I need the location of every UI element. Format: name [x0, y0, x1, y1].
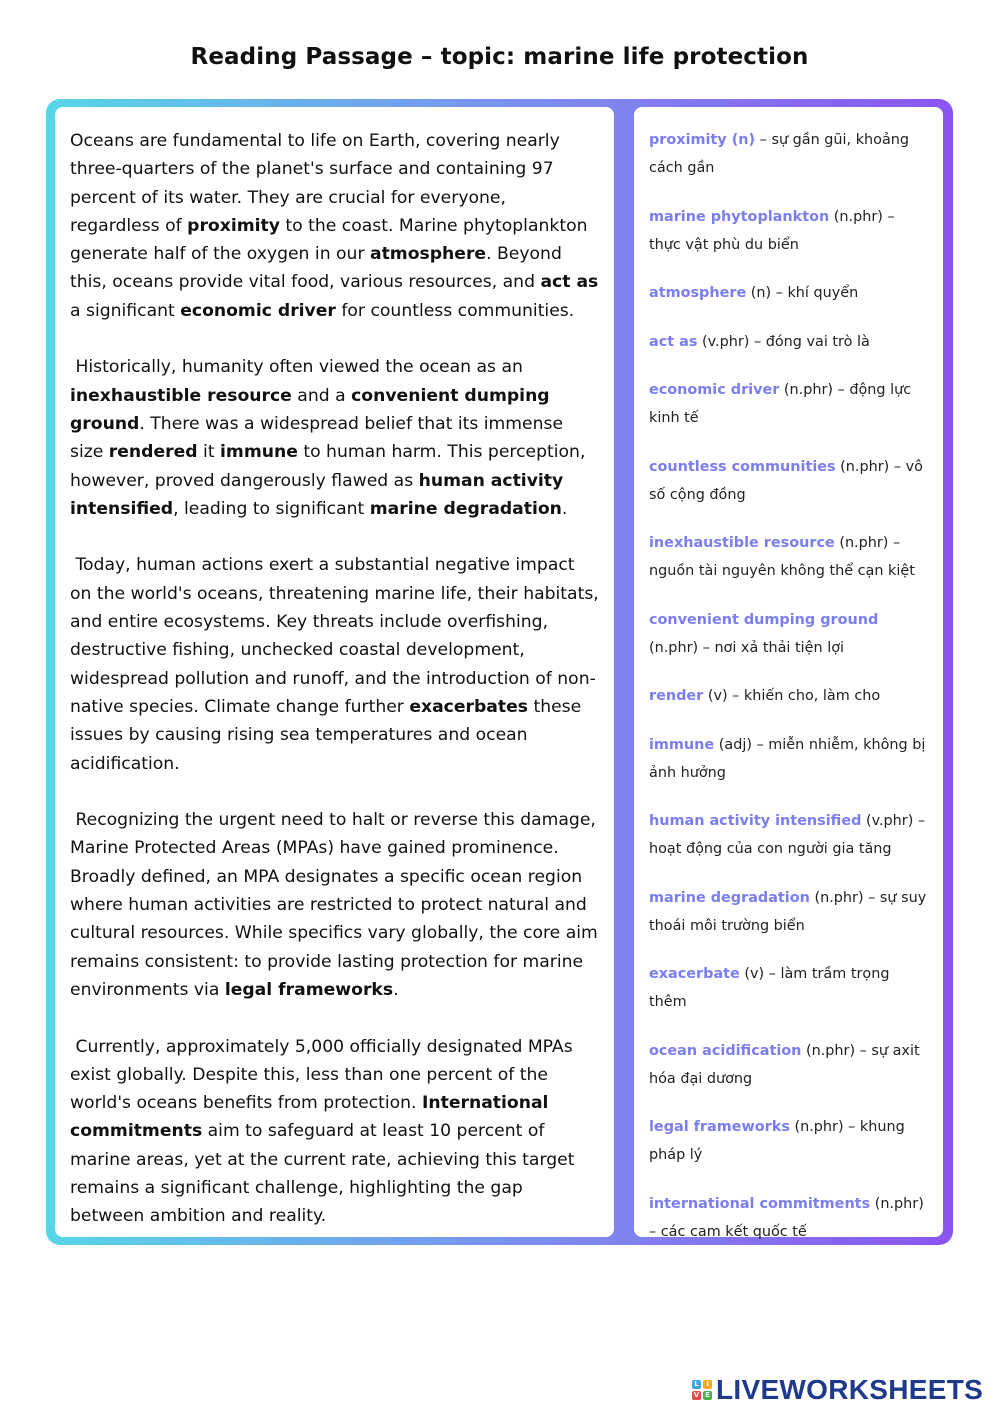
- vocab-term: human activity intensified: [649, 813, 862, 829]
- logo-icon-letter: V: [693, 1391, 700, 1399]
- passage-text: these issues by causing rising sea temperatures and ocean acidification.: [70, 696, 582, 774]
- key-term: economic driver: [180, 300, 336, 321]
- liveworksheets-logo[interactable]: [692, 1376, 983, 1404]
- key-term: act as: [540, 272, 599, 293]
- passage-text: for countless communities.: [335, 300, 575, 321]
- passage-text: Historically, humanity often viewed the ocean as an: [70, 357, 523, 378]
- vocab-item: [649, 682, 931, 710]
- vocab-term: countless communities: [649, 458, 836, 475]
- vocab-item: [649, 960, 931, 1016]
- passage-text: a significant: [70, 300, 181, 321]
- key-term: International commitments: [70, 1093, 549, 1142]
- vocab-term: render: [649, 688, 704, 704]
- vocab-definition: (v) – khiến cho, làm cho: [703, 688, 881, 704]
- vocab-definition: (n.phr) – thực vật phù du biển: [649, 208, 895, 253]
- key-term: exacerbates: [409, 696, 529, 717]
- passage-paragraph: [70, 806, 600, 1004]
- page-title: Reading Passage – topic: marine life protection: [190, 44, 809, 70]
- vocab-item: [649, 376, 931, 432]
- logo-icon-letter: E: [703, 1391, 712, 1400]
- key-term: marine degradation: [369, 498, 562, 519]
- vocab-definition: (n.phr) – nơi xả thải tiện lợi: [649, 639, 844, 656]
- vocab-definition: (n.phr) – các cam kết quốc tế: [649, 1195, 924, 1240]
- content-frame: [46, 99, 953, 1245]
- passage-text: . There was a widespread belief that its immense size: [70, 413, 564, 463]
- logo-text: LIVEWORKSHEETS: [716, 1374, 984, 1405]
- vocab-item: [649, 453, 931, 509]
- vocab-term: exacerbate: [649, 966, 740, 982]
- passage-text: Today, human actions exert a substantial negative impact on the world's oceans, threatening marine life, their habitats, and entire ecosystems. Key threats include overfishing, destructive fishing, unchecked coastal development, widespread pollution and runoff, and the introduction of non-native species. Climate change further: [70, 555, 599, 717]
- passage-text: , leading to significant: [173, 498, 370, 519]
- passage-text: Currently, approximately 5,000 officially designated MPAs exist globally. Despite this, less than one percent of the world's oceans benefits from protection.: [70, 1036, 573, 1114]
- vocab-item: [649, 884, 931, 940]
- vocab-item: [649, 807, 931, 863]
- passage-text: Recognizing the urgent need to halt or reverse this damage, Marine Protected Areas (MPAs) have gained prominence. Broadly defined, an MPA designates a specific ocean region where human activities are restricted to protect natural and cultural resources. While specifics vary globally, the core aim remains consistent: to provide lasting protection for marine environments via: [70, 810, 598, 1000]
- vocab-definition: (adj) – miễn nhiễm, không bị ảnh hưởng: [649, 736, 926, 781]
- vocab-item: [649, 126, 931, 182]
- vocab-term: international commitments: [649, 1195, 871, 1212]
- vocab-item: [649, 279, 931, 307]
- vocab-definition: (n) – khí quyển: [746, 285, 859, 301]
- key-term: proximity: [187, 215, 280, 236]
- key-term: human activity intensified: [70, 470, 564, 519]
- vocab-definition: (n.phr) – sự axit hóa đại dương: [649, 1042, 920, 1087]
- vocab-definition: (n.phr) – vô số cộng đồng: [649, 458, 923, 503]
- reading-passage: [55, 107, 614, 1237]
- passage-text: Oceans are fundamental to life on Earth, covering nearly three-quarters of the planet's surface and containing 97 percent of its water. They are crucial for everyone, regardless of: [70, 131, 560, 236]
- passage-text: to human harm. This perception, however, proved dangerously flawed as: [70, 442, 586, 491]
- passage-paragraph: [70, 127, 600, 325]
- logo-icon-letter: I: [703, 1380, 712, 1389]
- vocab-definition: (n.phr) – khung pháp lý: [649, 1119, 905, 1163]
- vocab-definition: (v) – làm trầm trọng thêm: [649, 966, 890, 1010]
- passage-paragraph: [70, 353, 600, 523]
- vocab-definition: (v.phr) – đóng vai trò là: [697, 333, 870, 350]
- key-term: atmosphere: [369, 244, 487, 265]
- passage-text: and a: [291, 385, 352, 406]
- vocab-item: [649, 203, 931, 259]
- vocab-item: [649, 1037, 931, 1093]
- vocab-term: economic driver: [649, 382, 780, 398]
- vocab-definition: (n.phr) – sự suy thoái môi trường biển: [649, 889, 927, 934]
- key-term: rendered: [108, 442, 198, 463]
- vocab-definition: (n.phr) – nguồn tài nguyên không thể cạn kiệt: [649, 535, 915, 579]
- liveworksheets-logo-icon: [692, 1380, 712, 1400]
- vocab-term: proximity (n): [649, 132, 756, 148]
- passage-text: aim to safeguard at least 10 percent of marine areas, yet at the current rate, achieving this target remains a significant challenge, highlighting the gap between ambition and reality.: [70, 1121, 575, 1227]
- passage-text: .: [561, 498, 568, 519]
- passage-text: . Beyond this, oceans provide vital food, various resources, and: [70, 244, 562, 293]
- vocab-term: act as: [649, 333, 698, 350]
- passage-paragraph: [70, 551, 600, 777]
- vocab-item: [649, 1190, 931, 1246]
- vocab-item: [649, 731, 931, 787]
- vocab-term: immune: [649, 736, 715, 753]
- logo-icon-letter: L: [692, 1380, 701, 1389]
- vocab-term: legal frameworks: [649, 1119, 790, 1135]
- vocab-term: atmosphere: [649, 285, 747, 301]
- key-term: convenient dumping ground: [70, 385, 550, 434]
- key-term: legal frameworks: [224, 979, 394, 1000]
- key-term: immune: [220, 442, 298, 463]
- vocab-term: marine degradation: [649, 889, 810, 906]
- vocab-definition: – sự gần gũi, khoảng cách gần: [649, 132, 910, 176]
- vocab-definition: (n.phr) – động lực kinh tế: [649, 382, 912, 426]
- vocab-item: [649, 328, 931, 356]
- passage-text: it: [197, 442, 221, 463]
- vocab-term: marine phytoplankton: [649, 208, 830, 225]
- passage-paragraph: [70, 1033, 600, 1231]
- vocab-term: convenient dumping ground: [649, 611, 879, 628]
- passage-text: .: [393, 979, 399, 1000]
- vocab-item: [649, 529, 931, 585]
- vocab-definition: (v.phr) – hoạt động của con người gia tăng: [649, 813, 926, 857]
- vocab-term: inexhaustible resource: [649, 535, 835, 551]
- key-term: inexhaustible resource: [70, 385, 292, 406]
- vocab-item: [649, 1113, 931, 1169]
- passage-text: to the coast. Marine phytoplankton generate half of the oxygen in our: [70, 215, 588, 265]
- vocab-item: [649, 606, 931, 662]
- vocabulary-list: [634, 107, 943, 1240]
- vocab-term: ocean acidification: [649, 1042, 802, 1059]
